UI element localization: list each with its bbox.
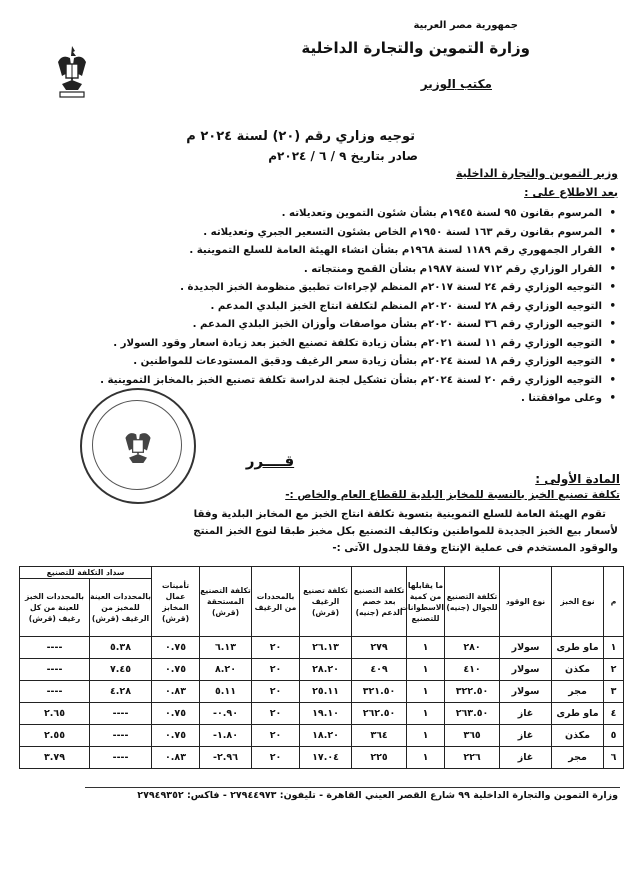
table-cell: ٢.٩٦- — [200, 747, 252, 769]
reference-item: • التوجيه الوزاري رقم ٢٠ لسنة ٢٠٢٤م بشأن تشكيل لجنة لدراسة تكلفة تصنيع الخبز بالمخابز التموينية . — [53, 372, 618, 391]
table-cell: ٢٧٩ — [352, 637, 407, 659]
table-cell: ٢.٥٥ — [20, 725, 90, 747]
table-row — [20, 747, 624, 769]
table-cell: ٢٠ — [252, 747, 300, 769]
table-cell: ٢٢٦ — [445, 747, 500, 769]
table-row — [20, 681, 624, 703]
col-header: بالمحددات الخبز للعينة من كل رغيف (قرش) — [20, 579, 90, 637]
table-cell: ماو طرى — [552, 703, 604, 725]
directive-date: صادر بتاريخ ٩ / ٦ / ٢٠٢٤م — [268, 149, 418, 163]
table-cell: ٦.١٣ — [200, 637, 252, 659]
col-header: نوع الخبز — [552, 567, 604, 637]
col-header: ما يقابلها من كمية الاسطوانات للتصنيع — [407, 567, 445, 637]
table-cell: سولار — [500, 637, 552, 659]
table-cell: ٢٠ — [252, 659, 300, 681]
table-cell: ٢٠ — [252, 703, 300, 725]
reference-item: • التوجيه الوزاري رقم ٢٤ لسنة ٢٠١٧م المنظم لإجراءات تطبيق منظومة الخبز الجديدة . — [53, 279, 618, 298]
table-cell: ٤١٠ — [445, 659, 500, 681]
table-row — [20, 703, 624, 725]
col-header: تكلفة التصنيع للجوال (جنيه) — [445, 567, 500, 637]
reference-item: • القرار الوزاري رقم ٧١٢ لسنة ١٩٨٧م بشأن القمح ومنتجاته . — [53, 261, 618, 280]
reference-item: • وعلى موافقتنا . — [53, 390, 618, 409]
table-cell: ٣٢٢.٥٠ — [445, 681, 500, 703]
table-cell: ١ — [407, 681, 445, 703]
paragraph-line: تقوم الهيئة العامة للسلع التموينية بتسوية تكلفة انتاج الخبز مع المخابز البلدية وفقا — [193, 509, 606, 520]
table-cell: مكذن — [552, 725, 604, 747]
table-cell: ---- — [20, 659, 90, 681]
table-cell: ٣.٧٩ — [20, 747, 90, 769]
table-cell: ---- — [90, 725, 152, 747]
table-cell: ٠.٨٣ — [152, 747, 200, 769]
col-header: بالمحددات من الرغيف — [252, 567, 300, 637]
reference-item: • المرسوم بقانون رقم ١٦٣ لسنة ١٩٥٠م الخاص بشئون التسعير الجبري وتعديلاته . — [53, 224, 618, 243]
article-title: المادة الأولى : — [535, 472, 620, 486]
table-cell: ٢٢٥ — [352, 747, 407, 769]
table-cell: ١٨.٢٠ — [300, 725, 352, 747]
table-cell: ٤ — [604, 703, 624, 725]
table-cell: ٢٦.١٣ — [300, 637, 352, 659]
table-cell: ٢٠ — [252, 725, 300, 747]
footer-rule — [85, 787, 620, 788]
official-stamp — [80, 388, 196, 504]
table-cell: ٢ — [604, 659, 624, 681]
paragraph-line: والوقود المستخدم فى عملية الإنتاج وفقا للجدول الآتى :- — [332, 543, 618, 554]
reference-item: • التوجيه الوزاري رقم ١١ لسنة ٢٠٢١م بشأن زيادة تكلفة تصنيع الخبز بعد زيادة اسعار وقود السولار . — [53, 335, 618, 354]
table-cell: ١٩.١٠ — [300, 703, 352, 725]
review-heading: بعد الاطلاع على : — [524, 186, 618, 199]
table-cell: ٢٥.١١ — [300, 681, 352, 703]
col-header: تأمينات عمال المخابز (قرش) — [152, 567, 200, 637]
table-cell: ٢٨.٢٠ — [300, 659, 352, 681]
table-cell: ٣٢١.٥٠ — [352, 681, 407, 703]
table-row — [20, 659, 624, 681]
references-list — [53, 205, 618, 409]
eagle-emblem-icon — [52, 42, 92, 100]
table-cell: ١ — [407, 659, 445, 681]
reference-item: • التوجيه الوزاري رقم ١٨ لسنة ٢٠٢٤م بشأن زيادة سعر الرغيف ودقيق المستودعات للمواطنين . — [53, 353, 618, 372]
table-cell: سولار — [500, 659, 552, 681]
header-republic: جمهورية مصر العربية — [413, 20, 518, 31]
table-cell: ١ — [407, 703, 445, 725]
table-cell: ٢٨٠ — [445, 637, 500, 659]
paragraph-line: لأسعار بيع الخبز الجديدة للمواطنين وتكاليف التصنيع بكل مخبز طبقا لنوع الخبز المنتج — [193, 526, 618, 537]
table-cell: مجر — [552, 747, 604, 769]
table-cell: ١.٨٠- — [200, 725, 252, 747]
table-cell: غاز — [500, 725, 552, 747]
table-cell: ماو طرى — [552, 637, 604, 659]
table-cell: ٧.٤٥ — [90, 659, 152, 681]
table-cell: ١ — [407, 747, 445, 769]
table-cell: سولار — [500, 681, 552, 703]
table-cell: ٥.٣٨ — [90, 637, 152, 659]
reference-item: • التوجيه الوزاري رقم ٣٦ لسنة ٢٠٢٠م بشأن مواصفات وأوزان الخبز البلدي المدعم . — [53, 316, 618, 335]
table-cell: ٣ — [604, 681, 624, 703]
table-cell: غاز — [500, 703, 552, 725]
col-header: نوع الوقود — [500, 567, 552, 637]
table-cell: ٢٦٢.٥٠ — [352, 703, 407, 725]
table-cell: ---- — [20, 681, 90, 703]
table-cell: ١ — [407, 725, 445, 747]
decision-heading: قــــرر — [245, 452, 295, 470]
col-header: تكلفة التصنيع بعد خصم الدعم (جنيه) — [352, 567, 407, 637]
table-cell: ٢٠ — [252, 637, 300, 659]
table-cell: ٢.٦٥ — [20, 703, 90, 725]
table-cell: ٣٦٥ — [445, 725, 500, 747]
col-header: تكلفة التصنيع المستحقة (قرش) — [200, 567, 252, 637]
reference-item: • التوجيه الوزاري رقم ٢٨ لسنة ٢٠٢٠م المنظم لتكلفة انتاج الخبز البلدي المدعم . — [53, 298, 618, 317]
table-cell: مجر — [552, 681, 604, 703]
table-cell: ٠.٧٥ — [152, 637, 200, 659]
reference-item: • المرسوم بقانون ٩٥ لسنة ١٩٤٥م بشأن شئون التموين وتعديلاته . — [53, 205, 618, 224]
table-cell: ٢٠ — [252, 681, 300, 703]
table-cell: ٠.٧٥ — [152, 659, 200, 681]
minister-line: وزير التموين والتجارة الداخلية — [455, 167, 618, 180]
article-paragraph — [28, 506, 618, 557]
group-header: سداد التكلفة للتصنيع — [20, 567, 152, 579]
directive-title: توجيه وزاري رقم (٢٠) لسنة ٢٠٢٤ م — [186, 129, 415, 144]
table-cell: ٦ — [604, 747, 624, 769]
col-header: تكلفة تصنيع الرغيف (قرش) — [300, 567, 352, 637]
table-row — [20, 725, 624, 747]
article-subtitle: تكلفة تصنيع الخبز بالنسبة للمخابز البلدية للقطاع العام والخاص :- — [285, 489, 620, 501]
table-cell: ---- — [90, 703, 152, 725]
table-cell: غاز — [500, 747, 552, 769]
cost-table — [19, 566, 624, 769]
table-cell: مكذن — [552, 659, 604, 681]
table-cell: ٤.٢٨ — [90, 681, 152, 703]
reference-item: • القرار الجمهوري رقم ١١٨٩ لسنة ١٩٦٨م بشأن انشاء الهيئة العامة للسلع التموينية . — [53, 242, 618, 261]
table-cell: ٠.٨٣ — [152, 681, 200, 703]
header-ministry: وزارة التموين والتجارة الداخلية — [301, 39, 530, 57]
table-cell: ١ — [407, 637, 445, 659]
table-cell: ٥ — [604, 725, 624, 747]
header-office: مكتب الوزير — [420, 77, 492, 91]
table-cell: ١ — [604, 637, 624, 659]
table-cell: ٨.٢٠ — [200, 659, 252, 681]
table-cell: ٤٠٩ — [352, 659, 407, 681]
table-row — [20, 637, 624, 659]
table-cell: ---- — [90, 747, 152, 769]
table-cell: ٢٦٣.٥٠ — [445, 703, 500, 725]
table-cell: ١٧.٠٤ — [300, 747, 352, 769]
table-cell: ٣٦٤ — [352, 725, 407, 747]
stamp-eagle-icon — [118, 420, 158, 472]
col-header: م — [604, 567, 624, 637]
table-cell: ٥.١١ — [200, 681, 252, 703]
table-cell: ---- — [20, 637, 90, 659]
table-cell: ٠.٧٥ — [152, 725, 200, 747]
col-header: بالمحددات العينة للمخبز من الرغيف (قرش) — [90, 579, 152, 637]
footer-address: وزارة التموين والتجارة الداخلية ٩٩ شارع القصر العيني القاهرة - تليفون: ٢٧٩٤٤٩٧٣ - فاكس: ٢٧٩٤٩٣٥٢ — [137, 790, 618, 801]
table-cell: ٠.٩٠- — [200, 703, 252, 725]
table-cell: ٠.٧٥ — [152, 703, 200, 725]
